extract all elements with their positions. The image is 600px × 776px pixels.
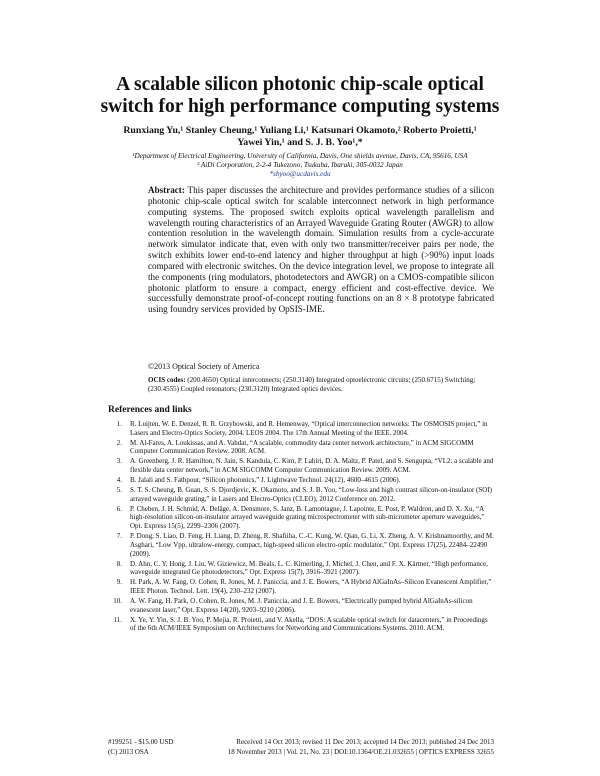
reference-item: 1. R. Luijten, W. E. Denzel, R. R. Grzybowski, and R. Hemenway, “Optical interconnection networks: The OSMOSIS project,” in Lasers and Electro-Optics Society, 2004. LEOS 2004. The 17th Annual Meeting of the IEEE. 2004. [116,420,488,437]
title-line-1: A scalable silicon photonic chip-scale optical [116,74,484,95]
footer-dates: Received 14 Oct 2013; revised 11 Dec 2013; accepted 14 Dec 2013; published 24 Dec 2013 [236,738,494,746]
reference-item: 4. B. Jalali and S. Fathpour, “Silicon photonics,” J. Lightwave Technol. 24(12), 4600–4615 (2006). [116,476,401,485]
footer-article-id: #199251 - $15.00 USD [108,738,174,746]
reference-item: 10. A. W. Fang, H. Park, O. Cohen, R. Jones, M. J. Paniccia, and J. E. Bowers, “Electrically pumped hybrid AlGaInAs-silicon evanescent laser,” Opt. Express 14(20), 9203–9210 (2006). [113,596,473,614]
footer-received [108,738,494,747]
reference-item: 3. A. Greenberg, J. R. Hamilton, N. Jain, S. Kandula, C. Kim, P. Lahiri, D. A. Maltz, P. Patel, and S. Sengupta, “VL2: a scalable and flexible data center network,” in ACM SIGCOMM Computer Communication Review. 2009. ACM. [116,457,494,475]
reference-item: 6. P. Cheben, J. H. Schmid, A. Delâge, A. Densmore, S. Janz, B. Lamontagne, J. Lapointe, E. Post, P. Waldron, and D. X. Xu, “A high-resolution silicon-on-insulator arrayed waveguide grating microspectrometer with sub-micrometer aperture waveguides,” Opt. Express 15(5), 2299–2306 (2007). [116,504,485,531]
abstract [148,185,494,315]
title-line-2: switch for high performance computing systems [100,96,500,117]
abstract-text: This paper discusses the architecture and provides performance studies of a silicon photonic chip-scale optical switch for scalable interconnect network in high performance computing systems. The proposed switch exploits optical wavelength parallelism and wavelength routing characteristics of an Arrayed Waveguide Grating Router (AWGR) to allow contention resolution in the wavelength domain. Simulation results from a cycle-accurate network simulator indicate that, even with only two transmitter/receiver pairs per node, the switch exhibits lower end-to-end latency and higher throughput at high (>90%) input loads compared with electronic switches. On the device integration level, we propose to integrate all the components (ring modulators, photodetectors and AWGR) on a CMOS-compatible silicon photonic platform to ensure a compact, energy efficient and cost-effective device. We successfully demonstrate proof-of-concept routing functions on an 8 × 8 prototype fabricated using foundry services provided by OpSIS-IME. [148,185,494,315]
reference-item: 8. D. Ahn, C. Y. Hong, J. Liu, W. Giziewicz, M. Beals, L. C. Kimerling, J. Michel, J. Chen, and F. X. Kärtner, “High performance, waveguide integrated Ge photodetectors,” Opt. Express 15(7), 3916–3921 (2007). [116,559,488,577]
footer-citation: 18 November 2013 | Vol. 21, No. 23 | DOI:10.1364/OE.21.032655 | OPTICS EXPRESS 32655 [227,748,494,756]
affiliations [80,152,520,179]
authors-line-1: Runxiang Yu,¹ Stanley Cheung,¹ Yuliang Li,¹ Katsunari Okamoto,² Roberto Proietti,¹ [123,125,477,136]
abstract-label: Abstract: [148,185,185,195]
reference-item: 9. H. Park, A. W. Fang, O. Cohen, R. Jones, M. J. Paniccia, and J. E. Bowers, “A Hybrid AlGaInAs–Silicon Evanescent Amplifier,” IEEE Photon. Technol. Lett. 19(4), 230–232 (2007). [116,578,492,596]
affiliation-2: ² AiDi Corporation, 2-2-4 Tukezono, Tsukuba, Ibaraki, 305-0032 Japan [197,161,403,169]
reference-item: 7. P. Dong, S. Liao, D. Feng, H. Liang, D. Zheng, R. Shafiiha, C.-C. Kung, W. Qian, G. Li, X. Zheng, A. V. Krishnamoorthy, and M. Asghari, “Low Vpp, ultralow-energy, compact, high-speed silicon electro-optic modulator,” Opt. Express 17(25), 22484–22490 (2009). [116,532,494,558]
ocis-label: OCIS codes: [148,376,186,384]
corresponding-email[interactable]: *sbyoo@ucdavis.edu [269,170,331,178]
footer-copyright: (C) 2013 OSA [108,748,149,756]
reference-list [108,420,494,634]
paper-title [60,74,540,118]
references-heading: References and links [108,405,192,415]
reference-item: 11. X. Ye, Y. Yin, S. J. B. Yoo, P. Mejia, R. Proietti, and V. Akella, “DOS: A scalable optical switch for datacenters,” in Proceedings of the 6th ACM/IEEE Symposium on Architectures for Networking and Communications Systems. 2010. ACM. [113,615,488,633]
reference-item: 5. S. T. S. Cheung, B. Guan, S. S. Djordjevic, K. Okamoto, and S. J. B. Yoo, “Low-loss and high contrast silicon-on-insulator (SOI) arrayed waveguide grating,” in Lasers and Electro-Optics (CLEO), 2012 Conference on. 2012. [116,485,492,503]
reference-item: 2. M. Al-Fares, A. Loukissas, and A. Vahdat, “A scalable, commodity data center network architecture,” in ACM SIGCOMM Computer Communication Review. 2008. ACM. [116,438,474,456]
ocis-text: (200.4650) Optical interconnects; (250.3140) Integrated optoelectronic circuits; (250.6715) Switching; (230.4555) Coupled resonators; (230.3120) Integrated optics devices. [148,376,476,393]
affiliation-1: ¹Department of Electrical Engineering, University of California, Davis, One shields avenue, Davis, CA, 95616, USA [132,152,468,160]
footer-journal [108,748,494,757]
ocis-codes [148,376,494,394]
authors-line-2: Yawei Yin,¹ and S. J. B. Yoo¹,* [237,137,363,148]
author-list [80,125,520,149]
copyright-notice: ©2013 Optical Society of America [148,362,260,371]
